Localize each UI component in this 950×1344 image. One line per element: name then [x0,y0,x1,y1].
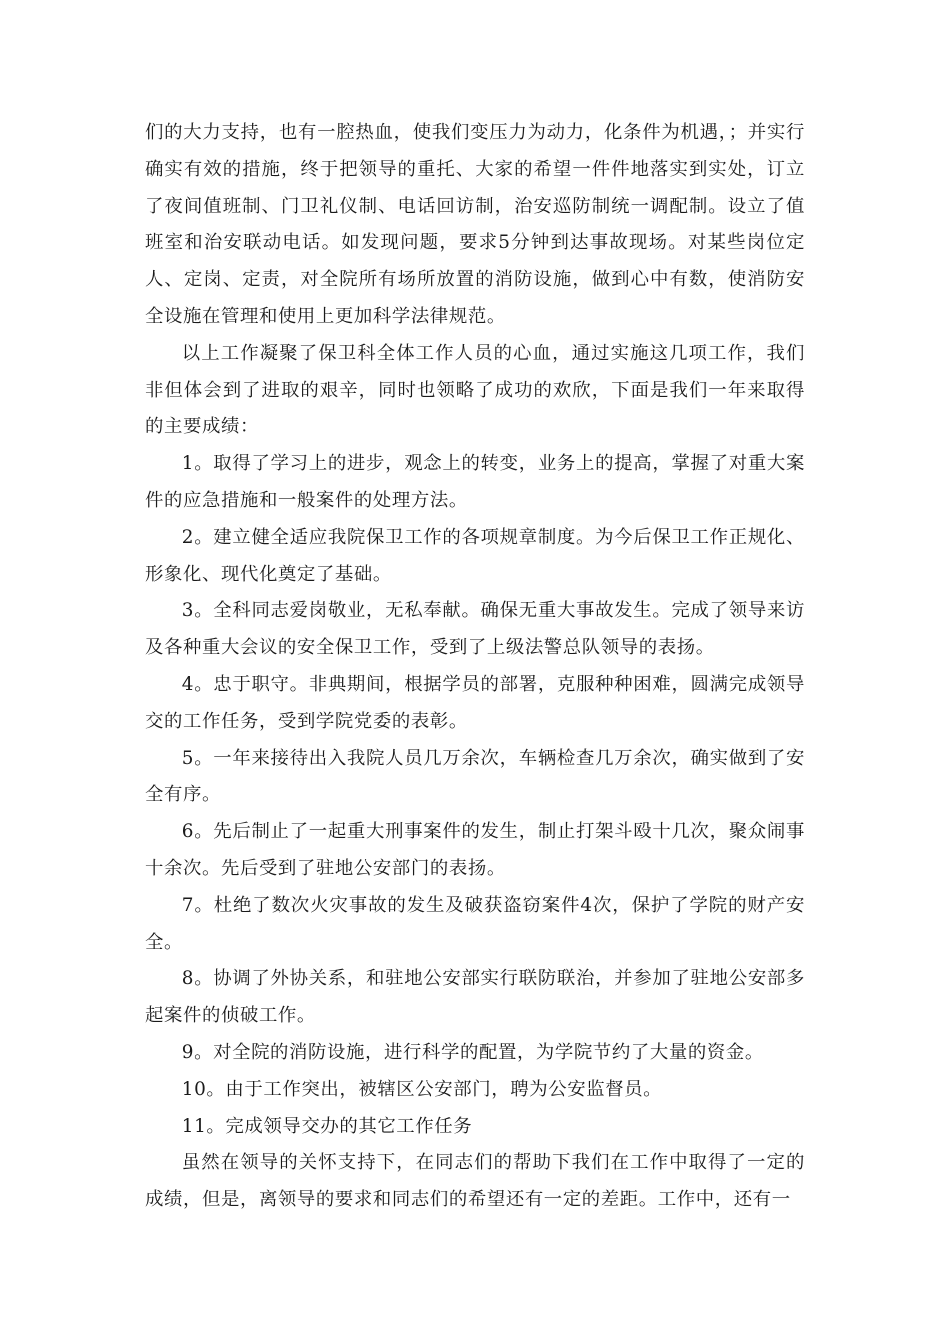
list-item-achievement-4: 4。忠于职守。非典期间，根据学员的部署，克服种种困难，圆满完成领导交的工作任务，受到学院党委的表彰。 [145,673,805,732]
list-item-achievement-2: 2。建立健全适应我院保卫工作的各项规章制度。为今后保卫工作正规化、形象化、现代化奠定了基础。 [145,526,805,585]
document-body [145,115,805,1219]
list-item-achievement-8: 8。协调了外协关系，和驻地公安部实行联防联治，并参加了驻地公安部多起案件的侦破工作。 [145,968,805,1027]
paragraph-shortcomings: 虽然在领导的关怀支持下，在同志们的帮助下我们在工作中取得了一定的成绩，但是，离领导的要求和同志们的希望还有一定的差距。工作中，还有一 [145,1152,805,1211]
list-item-achievement-1: 1。取得了学习上的进步，观念上的转变，业务上的提高，掌握了对重大案件的应急措施和一般案件的处理方法。 [145,453,805,511]
list-item-achievement-11: 11。完成领导交办的其它工作任务 [181,1115,473,1137]
list-item-achievement-10: 10。由于工作突出，被辖区公安部门，聘为公安监督员。 [181,1078,663,1100]
paragraph-summary-intro: 以上工作凝聚了保卫科全体工作人员的心血，通过实施这几项工作，我们非但体会到了进取的艰辛，同时也领略了成功的欢欣，下面是我们一年来取得的主要成绩： [145,342,805,438]
list-item-achievement-7: 7。杜绝了数次火灾事故的发生及破获盗窃案件4次，保护了学院的财产安全。 [145,894,805,953]
list-item-achievement-5: 5。一年来接待出入我院人员几万余次，车辆检查几万余次，确实做到了安全有序。 [145,747,805,806]
paragraph-continuation: 们的大力支持，也有一腔热血，使我们变压力为动力，化条件为机遇，；并实行确实有效的措施，终于把领导的重托、大家的希望一件件地落实到实处，订立了夜间值班制、门卫礼仪制、电话回访制，治安巡防制统一调配制。设立了值班室和治安联动电话。如发现问题，要求5分钟到达事故现场。对某些岗位定人、定岗、定责，对全院所有场所放置的消防设施，做到心中有数，使消防安全设施在管理和使用上更加科学法律规范。 [145,122,805,327]
list-item-achievement-9: 9。对全院的消防设施，进行科学的配置，为学院节约了大量的资金。 [181,1041,764,1063]
list-item-achievement-3: 3。全科同志爱岗敬业，无私奉献。确保无重大事故发生。完成了领导来访及各种重大会议的安全保卫工作，受到了上级法警总队领导的表扬。 [145,600,805,659]
list-item-achievement-6: 6。先后制止了一起重大刑事案件的发生，制止打架斗殴十几次，聚众闹事十余次。先后受到了驻地公安部门的表扬。 [145,821,805,879]
